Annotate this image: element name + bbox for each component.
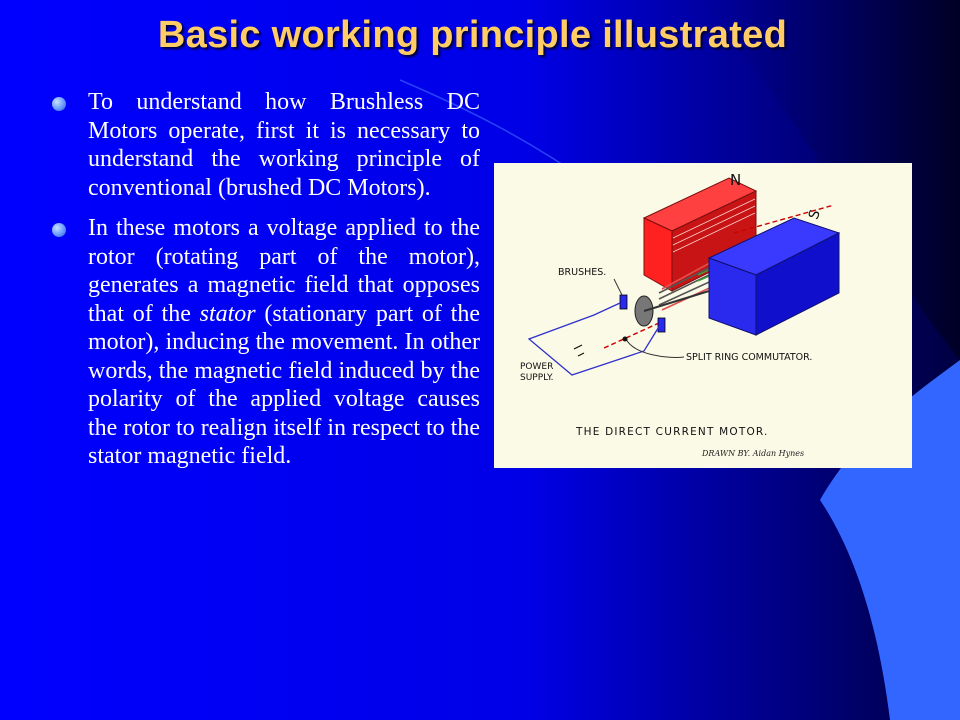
north-pole-label: N xyxy=(730,171,742,189)
bullet-text-part: In these motors a voltage applied to the rotor (rotating part of the motor), generates a magnetic field that opposes that of the xyxy=(88,215,480,327)
brushes-label: BRUSHES. xyxy=(558,267,607,278)
bullet-text xyxy=(88,214,480,471)
south-pole-label: S xyxy=(805,207,824,222)
dc-motor-diagram-image xyxy=(494,163,912,468)
slide-title: Basic working principle illustrated xyxy=(157,14,788,56)
bullet-icon xyxy=(52,223,66,237)
bullet-icon xyxy=(52,97,66,111)
diagram-caption: THE DIRECT CURRENT MOTOR. xyxy=(576,426,769,438)
bullet-text-part: (stationary part of the motor), inducing the movement. In other words, the magnetic field induced by the polarity of the applied voltage causes the rotor to realign itself in respect to the stator magnetic field. xyxy=(88,300,480,469)
bullet-item xyxy=(52,88,480,202)
dc-motor-illustration xyxy=(494,163,912,468)
bullet-item xyxy=(52,214,480,471)
commutator-label: SPLIT RING COMMUTATOR. xyxy=(686,352,813,363)
power-label: POWER xyxy=(520,362,554,372)
power-supply-label: SUPPLY. xyxy=(520,373,554,383)
bullet-text: To understand how Brushless DC Motors operate, first it is necessary to understand the working principle of conventional (brushed DC Motors). xyxy=(88,89,480,201)
bullet-list xyxy=(52,88,480,483)
diagram-credit: DRAWN BY. Aidan Hynes xyxy=(702,449,805,458)
stator-emphasis: stator xyxy=(199,300,256,327)
